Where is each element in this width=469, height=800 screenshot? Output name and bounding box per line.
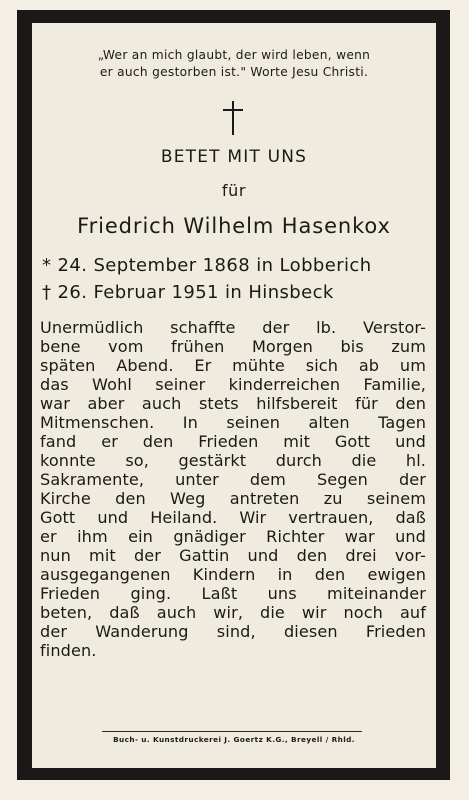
quote-line-1: „Wer an mich glaubt, der wird leben, wenn	[97, 48, 371, 62]
deceased-name: Friedrich Wilhelm Hasenkox	[77, 214, 391, 238]
birth-date: * 24. September 1868 in Lobberich	[42, 255, 372, 276]
obituary-line: Mitmenschen. In seinen alten Tagen	[40, 413, 426, 432]
obituary-line: späten Abend. Er mühte sich ab um	[40, 356, 426, 375]
obituary-line: das Wohl seiner kinderreichen Familie,	[40, 375, 426, 394]
obituary-line: er ihm ein gnädiger Richter war und	[40, 527, 426, 546]
for-label: für	[221, 181, 247, 200]
obituary-line: finden.	[40, 641, 97, 660]
bible-quote	[32, 47, 436, 81]
obituary-line: Frieden ging. Laßt uns miteinander	[40, 584, 426, 603]
obituary-line: beten, daß auch wir, die wir noch auf	[40, 603, 426, 622]
obituary-line: der Wanderung sind, diesen Frieden	[40, 622, 426, 641]
obituary-line: nun mit der Gattin und den drei vor-	[40, 546, 426, 565]
obituary-line: ausgegangenen Kindern in den ewigen	[40, 565, 426, 584]
prayer-heading: BETET MIT UNS	[160, 147, 308, 167]
obituary-line: Sakramente, unter dem Segen der	[40, 470, 426, 489]
obituary-line: Gott und Heiland. Wir vertrauen, daß	[40, 508, 426, 527]
obituary-line: bene vom frühen Morgen bis zum	[40, 337, 426, 356]
printer-imprint: Buch- u. Kunstdruckerei J. Goertz K.G., Breyell / Rhld.	[113, 735, 355, 744]
obituary-line: konnte so, gestärkt durch die hl.	[40, 451, 426, 470]
obituary-line: Unermüdlich schaffte der lb. Verstor-	[40, 318, 426, 337]
quote-line-2: er auch gestorben ist." Worte Jesu Christi.	[99, 65, 369, 79]
death-date: † 26. Februar 1951 in Hinsbeck	[42, 282, 334, 303]
obituary-line: war aber auch stets hilfsbereit für den	[40, 394, 426, 413]
card-inner-panel	[32, 23, 436, 768]
obituary-text	[40, 318, 426, 660]
cross-icon	[222, 101, 244, 135]
obituary-line: Kirche den Weg antreten zu seinem	[40, 489, 426, 508]
life-dates	[42, 252, 372, 306]
printer-divider	[102, 731, 362, 732]
obituary-line: fand er den Frieden mit Gott und	[40, 432, 426, 451]
